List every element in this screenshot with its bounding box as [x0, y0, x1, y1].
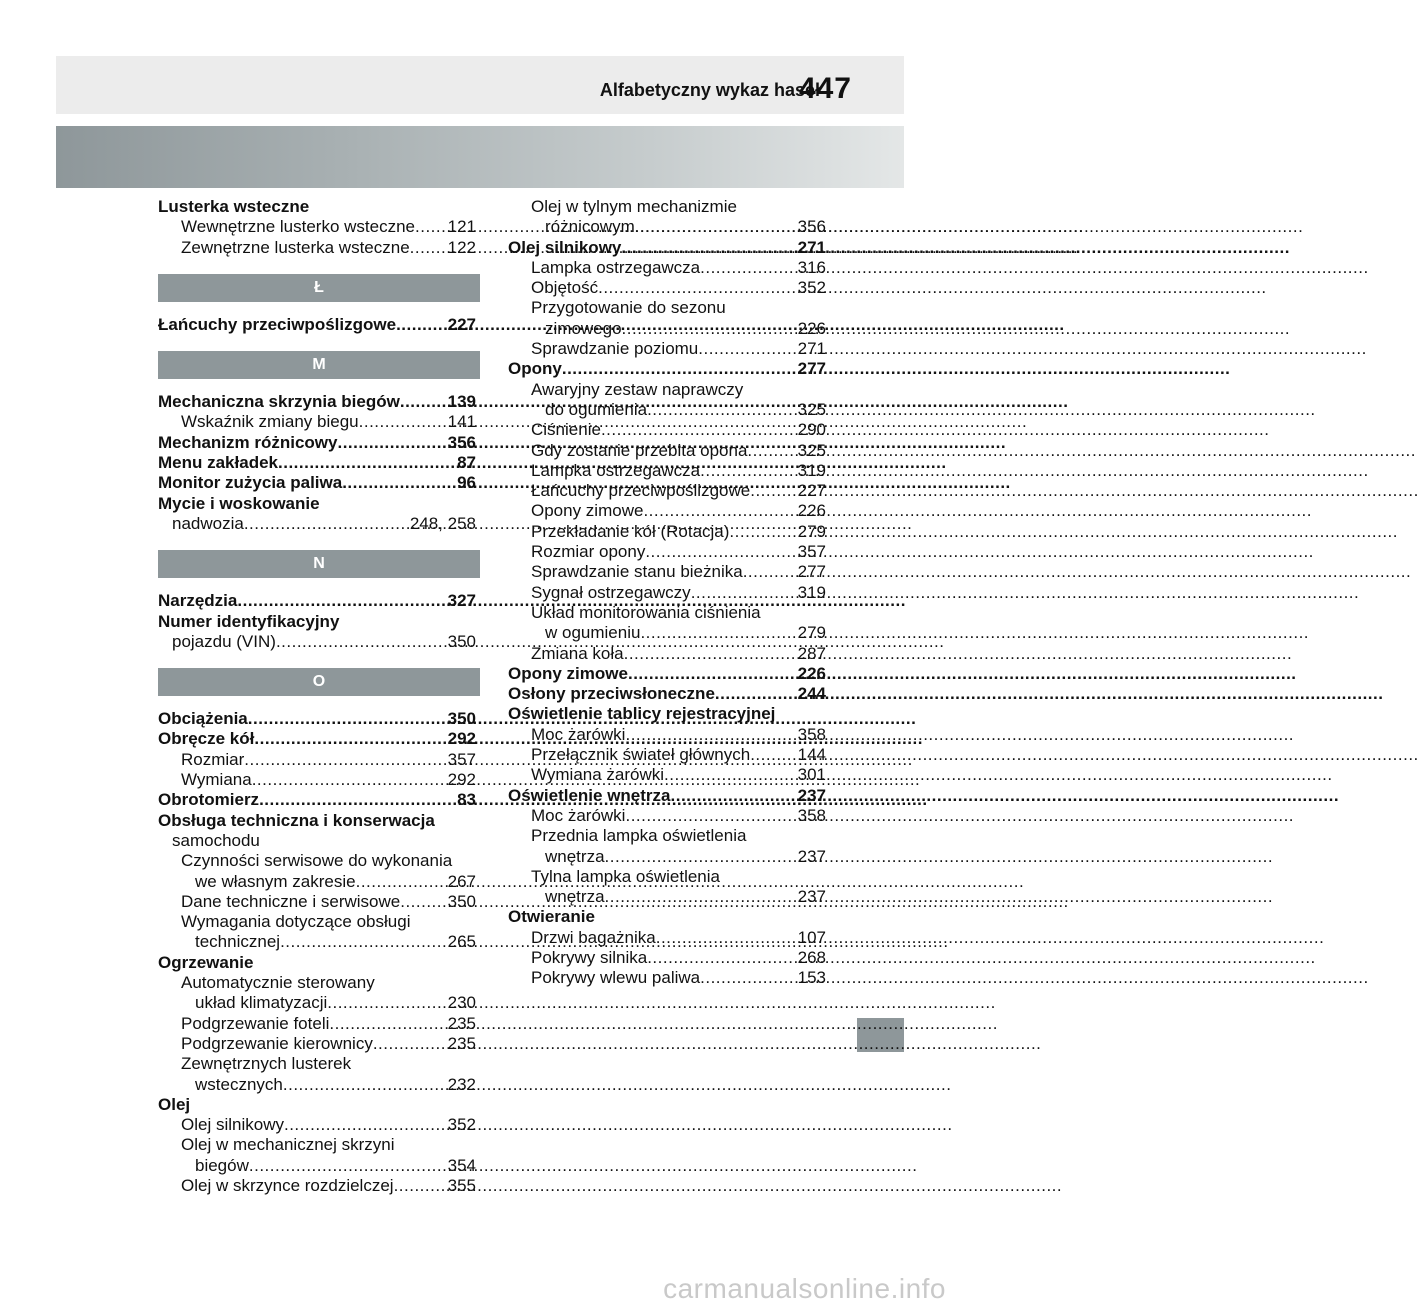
- dot-leader: [359, 412, 448, 432]
- index-entry-sub: [158, 872, 476, 892]
- index-entry-page: 279: [797, 623, 826, 643]
- dot-leader: [283, 1075, 448, 1095]
- index-entry-label: różnicowym: [545, 217, 635, 237]
- dot-leader: [743, 562, 798, 582]
- index-entry-sub: [158, 912, 476, 932]
- index-entry-sub: [158, 993, 476, 1013]
- dot-leader: [628, 664, 798, 684]
- index-entry-page: 350: [447, 709, 476, 729]
- dot-leader: [605, 847, 798, 867]
- index-entry-page: 292: [447, 729, 476, 749]
- index-entry-sub: [508, 522, 826, 542]
- index-entry-main: [158, 790, 476, 810]
- index-entry-page: 226: [797, 318, 826, 338]
- index-entry-label: Rozmiar: [181, 749, 245, 769]
- index-entry-label: biegów: [195, 1155, 249, 1175]
- index-entry-page: 301: [797, 765, 826, 785]
- index-entry-label: Wskaźnik zmiany biegu: [181, 412, 359, 432]
- index-entry-label: Łańcuchy przeciwpoślizgowe: [158, 314, 397, 334]
- index-entry-label: Sygnał ostrzegawczy: [531, 582, 691, 602]
- page-title: Alfabetyczny wykaz haseł: [599, 80, 820, 100]
- index-entry-label: Menu zakładek: [158, 453, 278, 473]
- dot-leader: [276, 632, 448, 652]
- index-entry-page: 354: [447, 1155, 476, 1175]
- index-entry-page: 290: [797, 420, 826, 440]
- index-entry-sub: [508, 725, 826, 745]
- watermark: carmanualsonline.info: [663, 1273, 946, 1304]
- index-entry-sub: [158, 1176, 476, 1196]
- index-entry-label: Obrotomierz: [158, 790, 260, 810]
- index-entry-sub: [508, 928, 826, 948]
- dot-leader: [337, 433, 447, 453]
- index-entry-label: Olej w mechanicznej skrzyni: [181, 1135, 395, 1155]
- index-entry-label: Podgrzewanie foteli: [181, 1013, 330, 1033]
- index-entry-sub: [158, 892, 476, 912]
- index-entry-main: [158, 494, 476, 514]
- index-column-left: [158, 197, 476, 1196]
- index-entry-page: 87: [457, 453, 476, 473]
- dot-leader: [700, 968, 798, 988]
- dot-leader: [624, 644, 798, 664]
- dot-leader: [625, 806, 797, 826]
- index-entry-sub: [508, 542, 826, 562]
- index-entry-main: [158, 591, 476, 611]
- index-entry-page: 96: [457, 473, 476, 493]
- index-entry-sub: [508, 339, 826, 359]
- index-entry-label: Wymagania dotyczące obsługi: [181, 912, 411, 932]
- index-entry-main: [158, 612, 476, 632]
- index-entry-page: 237: [797, 846, 826, 866]
- index-entry-label: Rozmiar opony: [531, 542, 646, 562]
- index-entry-sub: [508, 826, 826, 846]
- index-entry-sub: [158, 1115, 476, 1135]
- index-entry-page: 141: [447, 412, 476, 432]
- index-entry-sub: [508, 298, 826, 318]
- index-entry-page: 235: [447, 1013, 476, 1033]
- index-entry-page: 226: [797, 501, 826, 521]
- index-entry-label: Osłony przeciwsłoneczne: [508, 684, 715, 704]
- index-entry-label: Wymiana: [181, 770, 252, 790]
- dot-leader: [342, 473, 457, 493]
- index-entry-page: 227: [797, 481, 826, 501]
- index-entry-sub: [158, 1075, 476, 1095]
- index-entry-main: [158, 315, 476, 335]
- index-entry-label: wstecznych: [195, 1074, 283, 1094]
- dot-leader: [671, 786, 798, 806]
- index-entry-page: 292: [447, 770, 476, 790]
- index-entry-page: 319: [797, 582, 826, 602]
- index-entry-label: Przekładanie kół (Rotacja): [531, 521, 730, 541]
- index-entry-label: Podgrzewanie kierownicy: [181, 1033, 373, 1053]
- index-entry-page: 271: [797, 339, 826, 359]
- dot-leader: [605, 887, 798, 907]
- index-entry-sub: [158, 1135, 476, 1155]
- index-entry-sub: [508, 501, 826, 521]
- index-entry-sub: [508, 319, 826, 339]
- index-entry-sub: [508, 623, 826, 643]
- index-entry-sub: [508, 400, 826, 420]
- index-entry-label: Olej w skrzynce rozdzielczej: [181, 1175, 394, 1195]
- index-entry-page: 350: [447, 891, 476, 911]
- index-entry-sub: [158, 412, 476, 432]
- index-entry-label: Przygotowanie do sezonu: [531, 298, 726, 318]
- index-entry-page: 237: [797, 785, 826, 805]
- index-entry-main: [508, 238, 826, 258]
- index-entry-label: Mechanizm różnicowy: [158, 432, 338, 452]
- index-entry-sub: [508, 441, 826, 461]
- index-entry-label: Wymiana żarówki: [531, 765, 665, 785]
- index-entry-page: 153: [797, 968, 826, 988]
- index-entry-sub: [508, 258, 826, 278]
- index-entry-label: Przełącznik świateł głównych: [531, 745, 751, 765]
- index-entry-sub: [508, 461, 826, 481]
- section-letter-heading: N: [158, 550, 480, 578]
- index-entry-label: wnętrza: [545, 887, 605, 907]
- index-entry-page: 248, 258: [409, 513, 476, 533]
- dot-leader: [562, 359, 798, 379]
- index-entry-page: 268: [797, 947, 826, 967]
- index-entry-sub: [158, 851, 476, 871]
- index-entry-label: Drzwi bagażnika: [531, 927, 656, 947]
- index-entry-label: Oświetlenie tablicy rejestracyjnej: [508, 704, 776, 724]
- index-entry-label: Pokrywy wlewu paliwa: [531, 968, 701, 988]
- section-letter-heading: Ł: [158, 274, 480, 302]
- section-letter-heading: O: [158, 668, 480, 696]
- index-entry-label: układ klimatyzacji: [195, 993, 328, 1013]
- index-entry-label: Sprawdzanie poziomu: [531, 339, 699, 359]
- dot-leader: [601, 420, 798, 440]
- index-entry-page: 235: [447, 1033, 476, 1053]
- index-entry-label: Zewnętrzne lusterka wsteczne: [181, 237, 410, 257]
- index-entry-label: Zewnętrznych lusterek: [181, 1054, 352, 1074]
- index-entry-page: 325: [797, 399, 826, 419]
- dot-leader: [625, 725, 797, 745]
- index-entry-label: Opony zimowe: [531, 501, 644, 521]
- index-entry-page: 358: [797, 724, 826, 744]
- index-entry-label: Automatycznie sterowany: [181, 973, 375, 993]
- index-entry-page: 83: [457, 790, 476, 810]
- index-entry-main: [158, 709, 476, 729]
- index-entry-sub: [158, 770, 476, 790]
- index-entry-label: Monitor zużycia paliwa: [158, 473, 343, 493]
- index-entry-label: Lusterka wsteczne: [158, 197, 310, 216]
- dot-leader: [700, 461, 797, 481]
- index-entry-sub: [158, 932, 476, 952]
- index-entry-label: Obciążenia: [158, 709, 248, 729]
- index-entry-label: Ogrzewanie: [158, 952, 254, 972]
- index-entry-page: 316: [797, 257, 826, 277]
- dot-leader: [647, 400, 798, 420]
- dot-leader: [622, 319, 798, 339]
- index-entry-sub: [508, 867, 826, 887]
- index-entry-label: Moc żarówki: [531, 805, 626, 825]
- index-entry-page: 357: [797, 542, 826, 562]
- index-entry-label: Narzędzia: [158, 591, 238, 611]
- dot-leader: [647, 948, 797, 968]
- index-entry-label: Awaryjny zestaw naprawczy: [531, 379, 744, 399]
- index-entry-main: [508, 907, 826, 927]
- index-entry-sub: [158, 1034, 476, 1054]
- index-entry-main: [158, 811, 476, 831]
- index-entry-page: 277: [797, 359, 826, 379]
- index-entry-page: 244: [797, 684, 826, 704]
- index-entry-page: 237: [797, 887, 826, 907]
- index-entry-page: 277: [797, 562, 826, 582]
- index-entry-sub: [158, 1054, 476, 1074]
- index-entry-sub: [508, 644, 826, 664]
- dot-leader: [244, 750, 447, 770]
- dot-leader: [729, 522, 797, 542]
- index-entry-label: Sprawdzanie stanu bieżnika: [531, 562, 743, 582]
- index-entry-label: technicznej: [195, 932, 281, 952]
- index-entry-label: Olej silnikowy: [181, 1115, 284, 1135]
- section-letter-heading: M: [158, 351, 480, 379]
- index-column-right: [508, 197, 826, 989]
- index-entry-sub: [508, 481, 826, 501]
- index-entry-label: do ogumienia: [545, 399, 648, 419]
- dot-leader: [410, 238, 448, 258]
- index-entry-page: 121: [447, 217, 476, 237]
- index-entry-main: [508, 704, 826, 724]
- index-entry-sub: [158, 973, 476, 993]
- dot-leader: [356, 872, 448, 892]
- index-entry-page: 356: [797, 217, 826, 237]
- dot-leader: [396, 315, 448, 335]
- index-entry-page: 319: [797, 460, 826, 480]
- index-entry-label: Obręcze kół: [158, 729, 255, 749]
- index-entry-main: [158, 453, 476, 473]
- index-entry-sub: [508, 278, 826, 298]
- index-entry-main: [158, 433, 476, 453]
- index-entry-page: 139: [447, 392, 476, 412]
- dot-leader: [635, 217, 798, 237]
- dot-leader: [400, 892, 447, 912]
- index-entry-sub: [508, 583, 826, 603]
- index-entry-main: [508, 359, 826, 379]
- index-entry-sub: [508, 197, 826, 217]
- index-entry-page: 355: [447, 1175, 476, 1195]
- index-entry-sub: [158, 750, 476, 770]
- index-entry-label: wnętrza: [545, 846, 605, 866]
- index-entry-main: [508, 684, 826, 704]
- dot-leader: [373, 1034, 448, 1054]
- dot-leader: [327, 993, 447, 1013]
- index-entry-main: [158, 197, 476, 217]
- index-entry-label: Numer identyfikacyjny: [158, 611, 340, 631]
- index-entry-label: Gdy zostanie przebita opona: [531, 440, 748, 460]
- index-entry-label: Opony: [508, 359, 562, 379]
- index-entry-page: 232: [447, 1074, 476, 1094]
- index-entry-sub: [508, 968, 826, 988]
- index-entry-label: Moc żarówki: [531, 724, 626, 744]
- index-entry-label: Zmiana koła: [531, 643, 624, 663]
- header-banner: [56, 126, 904, 188]
- index-entry-page: 327: [447, 591, 476, 611]
- page-number: 447: [798, 72, 852, 105]
- index-entry-sub: [158, 217, 476, 237]
- index-entry-main: [158, 1095, 476, 1115]
- index-entry-main: [158, 953, 476, 973]
- index-entry-main: [508, 786, 826, 806]
- index-entry-page: 122: [447, 237, 476, 257]
- index-entry-label: w ogumieniu: [545, 623, 641, 643]
- index-entry-label: Wewnętrzne lusterko wsteczne: [181, 217, 416, 237]
- index-entry-label: Czynności serwisowe do wykonania: [181, 851, 453, 871]
- dot-leader: [248, 709, 448, 729]
- dot-leader: [750, 481, 797, 501]
- index-entry-label: Tylna lampka oświetlenia: [531, 866, 720, 886]
- index-entry-page: 357: [447, 749, 476, 769]
- index-entry-sub: [508, 765, 826, 785]
- dot-leader: [645, 542, 797, 562]
- index-entry-page: 279: [797, 521, 826, 541]
- index-entry-main: [508, 664, 826, 684]
- index-entry-label: Oświetlenie wnętrza: [508, 785, 671, 805]
- index-entry-main: [158, 392, 476, 412]
- index-entry-sub: [158, 514, 476, 534]
- index-entry-page: 352: [797, 278, 826, 298]
- dot-leader: [278, 453, 457, 473]
- index-entry-label: Mycie i woskowanie: [158, 493, 320, 513]
- index-entry-page: 325: [797, 440, 826, 460]
- dot-leader: [598, 278, 798, 298]
- index-entry-page: 226: [797, 663, 826, 683]
- dot-leader: [280, 932, 448, 952]
- dot-leader: [621, 238, 797, 258]
- index-entry-sub: [508, 217, 826, 237]
- index-entry-sub: [508, 847, 826, 867]
- dot-leader: [252, 770, 448, 790]
- dot-leader: [700, 258, 797, 278]
- index-entry-label: Otwieranie: [508, 907, 595, 927]
- dot-leader: [643, 501, 797, 521]
- dot-leader: [750, 745, 797, 765]
- dot-leader: [249, 1156, 448, 1176]
- dot-leader: [656, 928, 798, 948]
- index-entry-label: Lampka ostrzegawcza: [531, 257, 701, 277]
- index-entry-page: 350: [447, 631, 476, 651]
- index-entry-label: nadwozia: [172, 513, 244, 533]
- index-entry-page: 271: [797, 237, 826, 257]
- index-entry-sub: [508, 806, 826, 826]
- dot-leader: [691, 583, 798, 603]
- index-entry-label: Dane techniczne i serwisowe: [181, 891, 401, 911]
- dot-leader: [664, 765, 798, 785]
- index-entry-label: Układ monitorowania ciśnienia: [531, 602, 761, 622]
- index-entry-label: Olej w tylnym mechanizmie: [531, 197, 737, 216]
- index-entry-label: pojazdu (VIN): [172, 631, 276, 651]
- index-entry-page: 265: [447, 932, 476, 952]
- index-entry-sub: [158, 1156, 476, 1176]
- index-entry-main: [158, 473, 476, 493]
- index-entry-sub: [158, 632, 476, 652]
- dot-leader: [715, 684, 798, 704]
- dot-leader: [415, 217, 448, 237]
- index-entry-sub: [508, 380, 826, 400]
- dot-leader: [329, 1014, 447, 1034]
- index-entry-label: Łańcuchy przeciwpoślizgowe: [531, 481, 751, 501]
- dot-leader: [394, 1176, 448, 1196]
- dot-leader: [237, 591, 447, 611]
- index-entry-sub: [508, 745, 826, 765]
- index-entry-label: samochodu: [172, 830, 260, 850]
- index-entry-page: 230: [447, 993, 476, 1013]
- index-entry-sub: [508, 603, 826, 623]
- index-entry-main: [158, 729, 476, 749]
- index-entry-label: Ciśnienie: [531, 420, 601, 440]
- index-entry-page: 144: [797, 745, 826, 765]
- index-entry-label: Pokrywy silnika: [531, 947, 648, 967]
- index-entry-label: Lampka ostrzegawcza: [531, 460, 701, 480]
- index-entry-page: 267: [447, 871, 476, 891]
- dot-leader: [244, 514, 410, 534]
- index-entry-sub: [508, 887, 826, 907]
- index-entry-page: 358: [797, 805, 826, 825]
- index-entry-label: Obsługa techniczna i konserwacja: [158, 810, 435, 830]
- index-entry-sub: [158, 238, 476, 258]
- index-entry-sub: [158, 831, 476, 851]
- dot-leader: [254, 729, 447, 749]
- dot-leader: [698, 339, 797, 359]
- index-entry-page: 287: [797, 643, 826, 663]
- index-entry-label: zimowego: [545, 318, 622, 338]
- index-entry-label: Objętość: [531, 278, 599, 298]
- dot-leader: [259, 790, 457, 810]
- index-entry-sub: [158, 1014, 476, 1034]
- index-entry-page: 356: [447, 432, 476, 452]
- index-entry-sub: [508, 420, 826, 440]
- index-entry-label: Olej: [158, 1094, 191, 1114]
- index-entry-label: Mechaniczna skrzynia biegów: [158, 392, 400, 412]
- index-entry-label: Olej silnikowy: [508, 237, 622, 257]
- index-entry-page: 352: [447, 1115, 476, 1135]
- index-entry-label: we własnym zakresie: [195, 871, 356, 891]
- dot-leader: [284, 1115, 448, 1135]
- index-entry-page: 107: [797, 927, 826, 947]
- index-entry-label: Przednia lampka oświetlenia: [531, 826, 747, 846]
- index-entry-sub: [508, 948, 826, 968]
- index-entry-page: 227: [447, 314, 476, 334]
- dot-leader: [747, 441, 797, 461]
- dot-leader: [640, 623, 797, 643]
- index-entry-label: Opony zimowe: [508, 663, 628, 683]
- dot-leader: [400, 392, 448, 412]
- index-entry-sub: [508, 562, 826, 582]
